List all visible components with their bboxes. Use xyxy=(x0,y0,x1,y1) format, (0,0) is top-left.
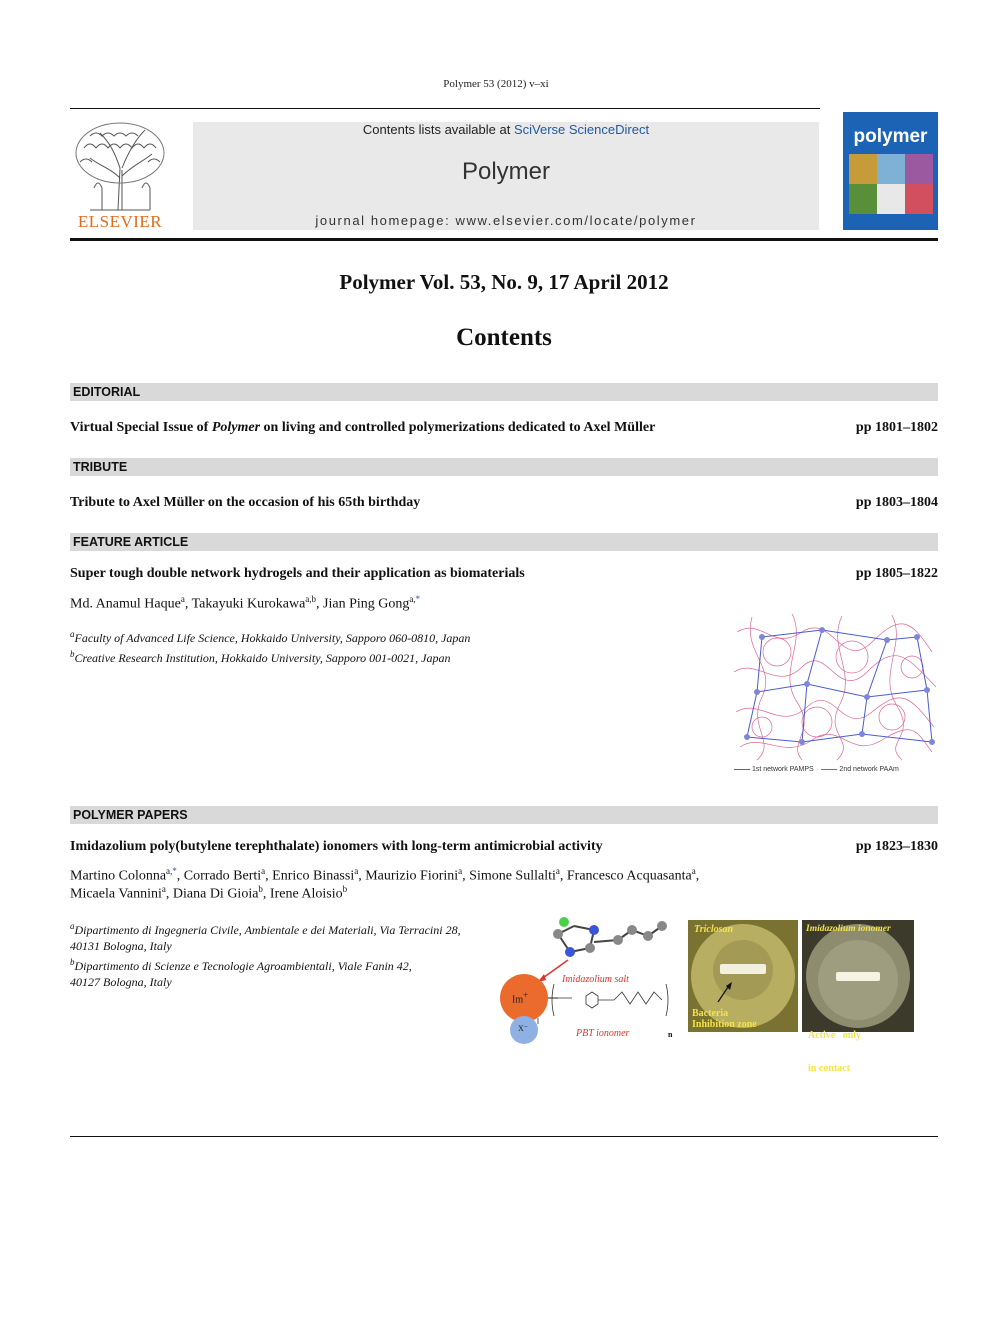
cover-title: polymer xyxy=(853,126,928,147)
section-bar-papers xyxy=(70,806,938,824)
author-sup: a, xyxy=(166,866,173,876)
affiliations-papers xyxy=(70,918,500,990)
affil-sup: a xyxy=(70,629,75,639)
legend-swatch-blue xyxy=(734,769,750,770)
affiliation-row xyxy=(70,918,500,938)
article-title-tribute[interactable]: Tribute to Axel Müller on the occasion of his 65th birthday xyxy=(70,495,421,510)
legend-swatch-red xyxy=(821,769,837,770)
anion-label: X⁻ xyxy=(518,1024,528,1033)
figure-legend xyxy=(734,766,938,773)
article-title-papers[interactable]: Imidazolium poly(butylene terephthalate) ionomers with long-term antimicrobial activity xyxy=(70,839,603,854)
salt-label: Imidazolium salt xyxy=(562,974,629,985)
graphical-abstract-feature[interactable] xyxy=(732,612,938,778)
affil-text: Faculty of Advanced Life Science, Hokkaido University, Sapporo 060-0810, Japan xyxy=(74,631,471,645)
im-label-text: Im xyxy=(512,994,524,1006)
section-bar-tribute xyxy=(70,458,938,476)
affiliation-row xyxy=(70,954,500,974)
contents-available-prefix: Contents lists available at xyxy=(362,122,514,137)
author-name[interactable]: Diana Di Gioia xyxy=(172,886,259,902)
authors-papers-line1: Martino Colonna$^{a,*}$, Corrado Berti$^a$, Enrico Binassi$^a$, Maurizio Fiorini$^a$, Simone Sullalti$^a$, Francesco Acquasanta$^a$, xyxy=(70,866,700,884)
author-name[interactable]: Takayuki Kurokawa xyxy=(191,596,306,612)
petri-dish-ionomer xyxy=(802,920,914,1074)
section-label-feature: FEATURE ARTICLE xyxy=(73,535,189,549)
corresponding-author-link[interactable]: * xyxy=(415,594,421,604)
affiliation-row xyxy=(70,646,470,666)
author-name[interactable]: Francesco Acquasanta xyxy=(566,868,692,884)
affil-sup: a xyxy=(70,921,75,931)
legend-label: 2nd network PAAm xyxy=(839,766,899,773)
author-name[interactable]: Enrico Binassi xyxy=(272,868,355,884)
publisher-name: ELSEVIER xyxy=(77,212,163,231)
section-label-papers: POLYMER PAPERS xyxy=(73,808,188,822)
affil-text: Dipartimento di Ingegneria Civile, Ambientale e dei Materiali, Via Terracini 28, xyxy=(74,923,461,937)
author-name[interactable]: Martino Colonna xyxy=(70,868,167,884)
author-sup: b xyxy=(258,884,263,894)
affiliations-feature xyxy=(70,626,470,666)
article-title-feature[interactable]: Super tough double network hydrogels and their application as biomaterials xyxy=(70,566,525,581)
dish2-caption-line: in contact xyxy=(808,1063,850,1074)
dish2-title: Imidazolium ionomer xyxy=(806,924,891,934)
author-sup: a xyxy=(458,866,463,876)
author-name[interactable]: Irene Aloisio xyxy=(269,886,343,902)
dish1-title: Triclosan xyxy=(694,924,734,935)
subscript-n: n xyxy=(668,1030,673,1039)
pages-editorial: pp 1801–1802 xyxy=(855,420,938,435)
author-sup: a,b xyxy=(305,594,317,604)
contents-heading: Contents xyxy=(456,324,552,351)
editorial-title-post: on living and controlled polymerizations dedicated to Axel Müller xyxy=(260,420,656,435)
ionomer-label: PBT ionomer xyxy=(576,1028,630,1039)
author-sup: a xyxy=(354,866,359,876)
cover-image-icon xyxy=(849,154,933,214)
author-name[interactable]: Simone Sullalti xyxy=(469,868,556,884)
issue-title: Polymer Vol. 53, No. 9, 17 April 2012 xyxy=(339,270,669,294)
pages-feature: pp 1805–1822 xyxy=(855,566,938,581)
author-name[interactable]: Corrado Berti xyxy=(183,868,262,884)
legend-label: 1st network PAMPS xyxy=(751,766,814,773)
section-bar-feature xyxy=(70,533,938,551)
affil-text: Creative Research Institution, Hokkaido University, Sapporo 001-0021, Japan xyxy=(74,651,451,665)
petri-dish-triclosan xyxy=(688,920,798,1032)
dish2-caption-line: Active only xyxy=(808,1030,862,1041)
editorial-title-pre: Virtual Special Issue of xyxy=(70,420,212,435)
affiliation-row xyxy=(70,626,470,646)
pages-tribute: pp 1803–1804 xyxy=(855,495,938,510)
dish1-caption-line: Inhibition zone xyxy=(692,1019,757,1030)
contents-available xyxy=(193,122,819,137)
affil-text: Dipartimento di Scienze e Tecnologie Agroambientali, Viale Fanin 42, xyxy=(74,959,412,973)
double-network-figure xyxy=(732,612,938,762)
author-name[interactable]: Jian Ping Gong xyxy=(323,596,410,612)
authors-feature: Md. Anamul Haque$^a$, Takayuki Kurokawa$^{a,b}$, Jian Ping Gong$^{a,*}$ xyxy=(70,594,421,612)
author-name[interactable]: Maurizio Fiorini xyxy=(365,868,459,884)
affil-sup: b xyxy=(70,957,75,967)
author-sup: a xyxy=(180,594,185,604)
im-label xyxy=(512,990,528,1005)
journal-cover-thumbnail[interactable] xyxy=(843,112,938,230)
author-sup: a xyxy=(161,884,166,894)
author-name[interactable]: Micaela Vannini xyxy=(70,886,162,902)
author-sup: a xyxy=(691,866,696,876)
top-rule xyxy=(70,108,820,109)
section-label-editorial: EDITORIAL xyxy=(73,385,141,399)
author-sup: a xyxy=(555,866,560,876)
journal-homepage[interactable]: journal homepage: www.elsevier.com/locate/polymer xyxy=(315,213,697,228)
affil-sup: b xyxy=(70,649,75,659)
dish1-caption-line: Bacteria xyxy=(692,1008,729,1019)
sciencedirect-link[interactable]: SciVerse ScienceDirect xyxy=(513,122,650,137)
author-name[interactable]: Md. Anamul Haque xyxy=(70,596,181,612)
section-bar-editorial xyxy=(70,383,938,401)
bottom-rule xyxy=(70,1136,938,1137)
dish2-caption xyxy=(808,1008,861,1096)
corresponding-author-link[interactable]: * xyxy=(172,866,177,876)
author-sup: a, xyxy=(409,594,416,604)
author-sup: a xyxy=(261,866,266,876)
masthead-rule xyxy=(70,238,938,241)
journal-title: Polymer xyxy=(461,158,551,185)
affiliation-row-cont: 40131 Bologna, Italy xyxy=(70,939,172,953)
pages-papers: pp 1823–1830 xyxy=(855,839,938,854)
im-label-charge: + xyxy=(523,990,529,1000)
running-head: Polymer 53 (2012) v–xi xyxy=(443,78,549,90)
dish1-caption xyxy=(692,1008,757,1030)
section-label-tribute: TRIBUTE xyxy=(73,460,128,474)
article-title-editorial[interactable] xyxy=(70,420,655,436)
editorial-title-italic: Polymer xyxy=(211,420,261,435)
author-sup: b xyxy=(342,884,348,894)
graphical-abstract-papers[interactable] xyxy=(498,912,914,1074)
affiliation-row-cont: 40127 Bologna, Italy xyxy=(70,975,172,989)
elsevier-tree-icon xyxy=(70,118,170,214)
elsevier-logo[interactable] xyxy=(70,118,170,232)
authors-papers-line2: Micaela Vannini$^a$, Diana Di Gioia$^b$, Irene Aloisio$^b$ xyxy=(70,884,348,902)
